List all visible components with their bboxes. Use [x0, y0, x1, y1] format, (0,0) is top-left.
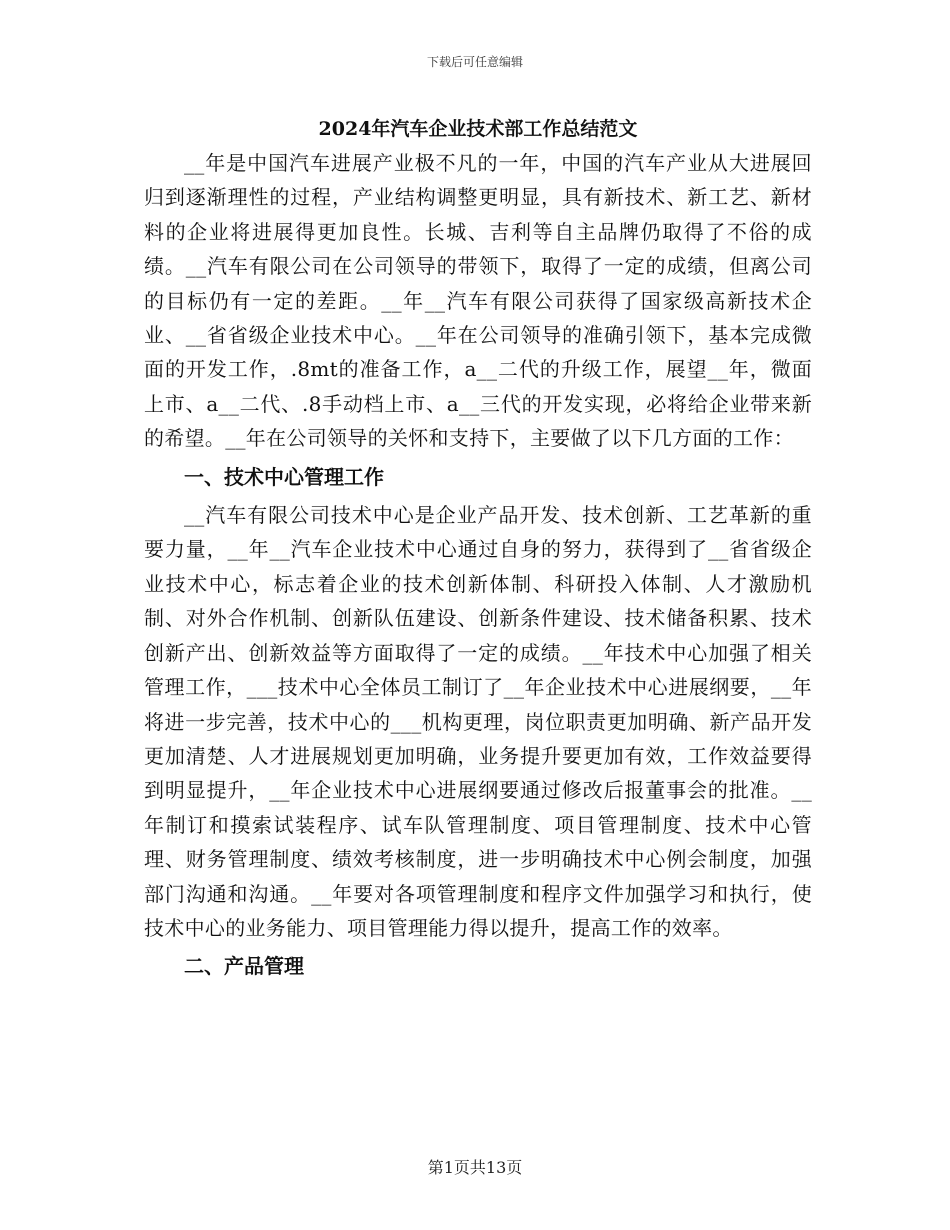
section-body-1: __汽车有限公司技术中心是企业产品开发、技术创新、工艺革新的重要力量，__年__汽车企业技术中心通过自身的努力，获得到了__省省级企业技术中心，标志着企业的技术创新体制、科研投入体制、人才激励机制、对外合作机制、创新队伍建设、创新条件建设、技术储备积累、技术创新产出、创新效益等方面取得了一定的成绩。__年技术中心加强了相关管理工作，___技术中心全体员工制订了__年企业技术中心进展纲要，__年将进一步完善，技术中心的___机构更理，岗位职责更加明确、新产品开发更加清楚、人才进展规划更加明确，业务提升要更加有效，工作效益要得到明显提升，__年企业技术中心进展纲要通过修改后报董事会的批准。__年制订和摸索试装程序、试车队管理制度、项目管理制度、技术中心管理、财务管理制度、绩效考核制度，进一步明确技术中心例会制度，加强部门沟通和沟通。__年要对各项管理制度和程序文件加强学习和执行，使技术中心的业务能力、项目管理能力得以提升，提高工作的效率。 — [144, 503, 812, 940]
intro-paragraph: __年是中国汽车进展产业极不凡的一年，中国的汽车产业从大进展回归到逐渐理性的过程，产业结构调整更明显，具有新技术、新工艺、新材料的企业将进展得更加良性。长城、吉利等自主品牌仍取得了不俗的成绩。__汽车有限公司在公司领导的带领下，取得了一定的成绩，但离公司的目标仍有一定的差距。__年__汽车有限公司获得了国家级高新技术企业、__省省级企业技术中心。__年在公司领导的准确引领下，基本完成微面的开发工作，.8mt的准备工作，a__二代的升级工作，展望__年，微面上市、a__二代、.8手动档上市、a__三代的开发实现，必将给企业带来新的希望。__年在公司领导的关怀和支持下，主要做了以下几方面的工作： — [144, 151, 812, 451]
section-heading-1: 一、技术中心管理工作 — [184, 464, 384, 489]
document-body — [144, 112, 812, 984]
document-title: 2024年汽车企业技术部工作总结范文 — [318, 118, 638, 140]
section-heading-2: 二、产品管理 — [184, 954, 304, 979]
page-footer-number: 第1页共13页 — [427, 1158, 523, 1177]
page-header-note: 下载后可任意编辑 — [426, 55, 523, 69]
